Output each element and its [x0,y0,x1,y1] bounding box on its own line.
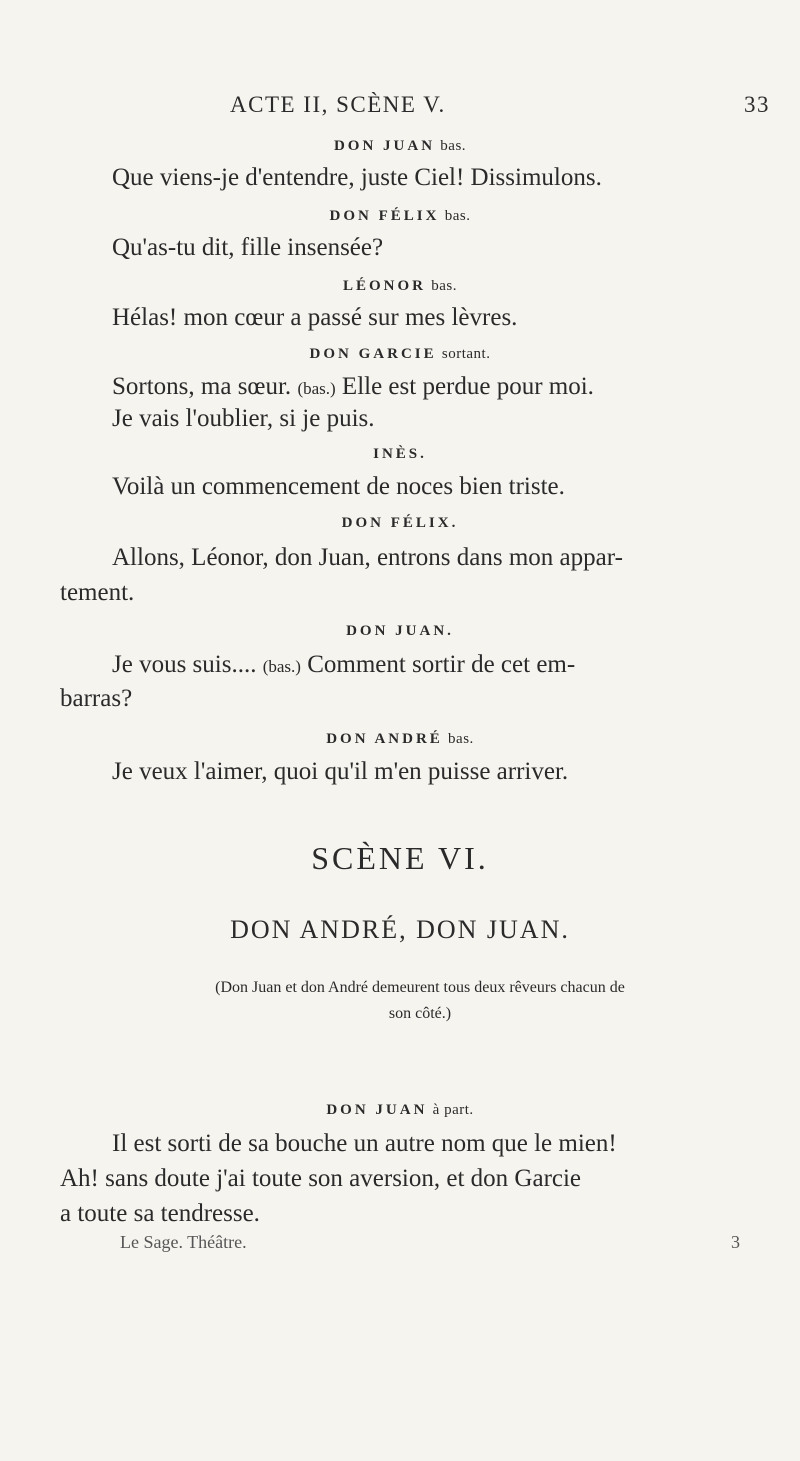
speaker-name: DON ANDRÉ [326,731,443,747]
inline-direction: (bas.) [262,657,301,676]
dialogue-line: Voilà un commencement de noces bien triste. [112,473,565,500]
page-number: 33 [744,92,770,117]
speaker-direction: bas. [440,138,467,154]
dialogue-line: Hélas! mon cœur a passé sur mes lèvres. [112,304,518,331]
speaker-heading [0,515,800,532]
speaker-heading [0,623,800,640]
dialogue-line: a toute sa tendresse. [60,1200,260,1227]
speaker-direction: bas. [431,278,457,294]
speaker-name: LÉONOR [342,278,426,294]
dialogue-line: Qu'as-tu dit, fille insensée? [112,234,384,261]
line-text: Comment sortir de cet em- [307,651,576,678]
scene-characters: DON ANDRÉ, DON JUAN. [230,915,570,944]
dialogue-line: Ah! sans doute j'ai toute son aversion, et don Garcie [60,1165,582,1192]
speaker-direction: sortant. [441,346,491,362]
speaker-name: DON FÉLIX [329,208,440,224]
speaker-direction: à part. [432,1102,474,1118]
speaker-name: DON FÉLIX. [341,515,459,531]
speaker-name: DON JUAN [326,1102,428,1118]
speaker-heading [0,446,800,463]
dialogue-line: barras? [60,685,133,712]
dialogue-line: Que viens-je d'entendre, juste Ciel! Dissimulons. [112,164,602,191]
inline-direction: (bas.) [297,379,336,398]
dialogue-line [112,372,594,404]
dialogue-line: Allons, Léonor, don Juan, entrons dans mon appar- [112,544,623,571]
stage-direction [120,975,720,1027]
speaker-heading [0,346,800,363]
speaker-name: INÈS. [373,446,427,462]
stage-direction-line: (Don Juan et don André demeurent tous deux rêveurs chacun de [215,979,625,996]
speaker-direction: bas. [448,731,474,747]
speaker-heading [0,208,800,225]
stage-direction-line: son côté.) [388,1005,452,1022]
dialogue-line: tement. [60,579,135,606]
speaker-heading [0,731,800,748]
speaker-name: DON JUAN. [346,623,454,639]
dialogue-line: Je veux l'aimer, quoi qu'il m'en puisse arriver. [112,758,569,785]
line-text: Elle est perdue pour moi. [341,373,594,400]
printer-signature: Le Sage. Théâtre. [120,1232,247,1252]
dialogue-line: Il est sorti de sa bouche un autre nom que le mien! [112,1130,617,1157]
speaker-direction: bas. [444,208,471,224]
scene-title: SCÈNE VI. [311,840,489,876]
dialogue-line: Je vais l'oublier, si je puis. [112,405,375,432]
speaker-name: DON JUAN [333,138,436,154]
speaker-heading [0,278,800,295]
line-text: Je vous suis.... [112,651,257,678]
line-text: Sortons, ma sœur. [112,373,292,400]
speaker-heading [0,1102,800,1119]
speaker-heading [0,138,800,155]
dialogue-line [112,650,575,682]
running-header [230,92,770,126]
signature-mark: 3 [731,1232,740,1252]
speaker-name: DON GARCIE [309,346,437,362]
header-title: ACTE II, SCÈNE V. [230,92,446,117]
